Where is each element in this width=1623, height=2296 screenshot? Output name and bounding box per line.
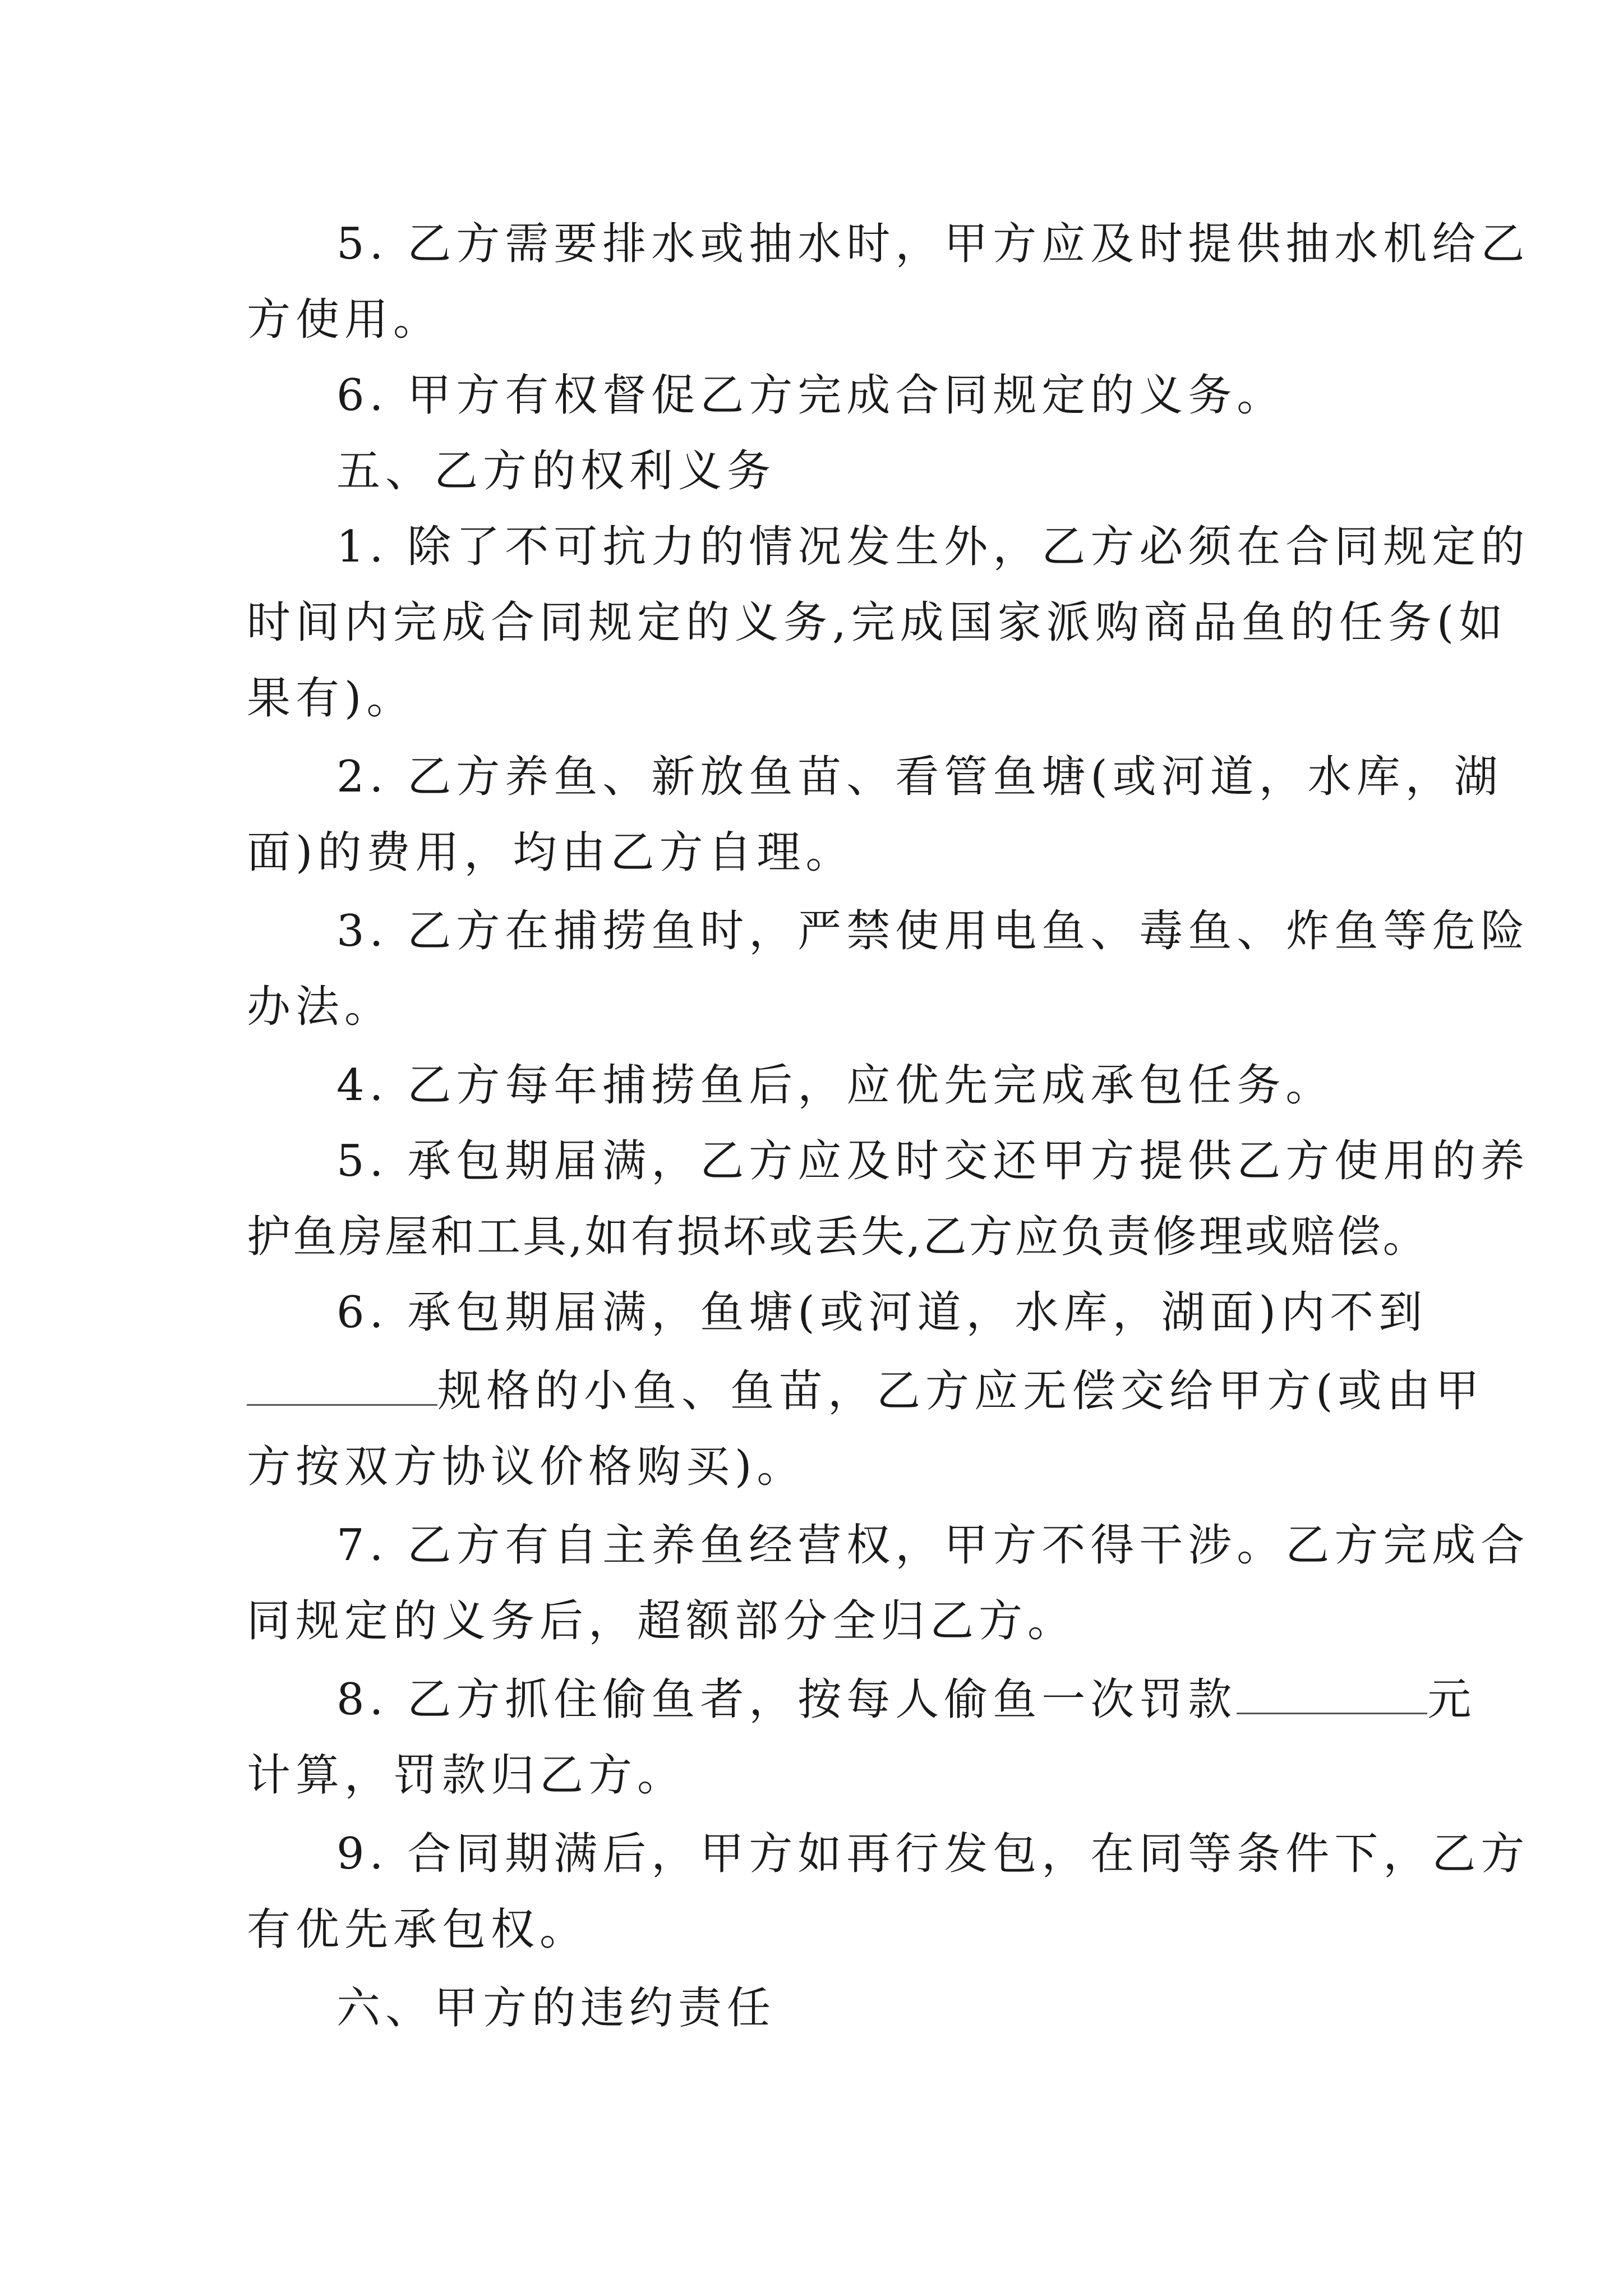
- text-line: 3. 乙方在捕捞鱼时，严禁使用电鱼、毒鱼、炸鱼等危险: [336, 906, 1530, 956]
- text-line: 2. 乙方养鱼、新放鱼苗、看管鱼塘(或河道，水库，湖: [336, 752, 1503, 802]
- text-line: 面)的费用，均由乙方自理。: [247, 827, 855, 878]
- text-line: 5. 乙方需要排水或抽水时，甲方应及时提供抽水机给乙: [336, 219, 1530, 269]
- text-segment: 元: [1427, 1674, 1477, 1725]
- text-line: 方按双方协议价格购买)。: [247, 1442, 806, 1492]
- text-line: 4. 乙方每年捕捞鱼后，应优先完成承包任务。: [336, 1060, 1335, 1111]
- text-line: 方使用。: [247, 295, 442, 345]
- text-line: 6. 承包期届满，鱼塘(或河道，水库，湖面)内不到: [336, 1287, 1428, 1338]
- blank-spec-field: [247, 1369, 437, 1406]
- text-line: 7. 乙方有自主养鱼经营权，甲方不得干涉。乙方完成合: [336, 1520, 1530, 1571]
- text-segment: 8. 乙方抓住偷鱼者，按每人偷鱼一次罚款: [336, 1674, 1237, 1725]
- text-line: 护鱼房屋和工具,如有损坏或丢失,乙方应负责修理或赔偿。: [247, 1212, 1429, 1262]
- text-line-with-blank: [336, 1672, 1476, 1728]
- text-line: 1. 除了不可抗力的情况发生外，乙方必须在合同规定的: [336, 522, 1530, 572]
- text-segment: 规格的小鱼、鱼苗，乙方应无偿交给甲方(或由甲: [437, 1366, 1484, 1416]
- section-heading: 五、乙方的权利义务: [336, 446, 776, 496]
- text-line: 计算，罚款归乙方。: [247, 1750, 686, 1801]
- text-line: 有优先承包权。: [247, 1904, 589, 1955]
- text-line: 同规定的义务后，超额部分全归乙方。: [247, 1596, 1077, 1646]
- text-line: 6. 甲方有权督促乙方完成合同规定的义务。: [336, 370, 1286, 421]
- text-line: 办法。: [247, 982, 394, 1032]
- text-line: 时间内完成合同规定的义务,完成国家派购商品鱼的任务(如: [247, 597, 1508, 648]
- text-line: 果有)。: [247, 673, 416, 724]
- blank-fine-amount-field: [1237, 1678, 1427, 1714]
- section-heading: 六、甲方的违约责任: [336, 1983, 776, 2033]
- text-line: 5. 承包期届满，乙方应及时交还甲方提供乙方使用的养: [336, 1136, 1530, 1186]
- text-line-with-blank: [247, 1363, 1484, 1419]
- text-line: 9. 合同期满后，甲方如再行发包，在同等条件下，乙方: [336, 1829, 1530, 1879]
